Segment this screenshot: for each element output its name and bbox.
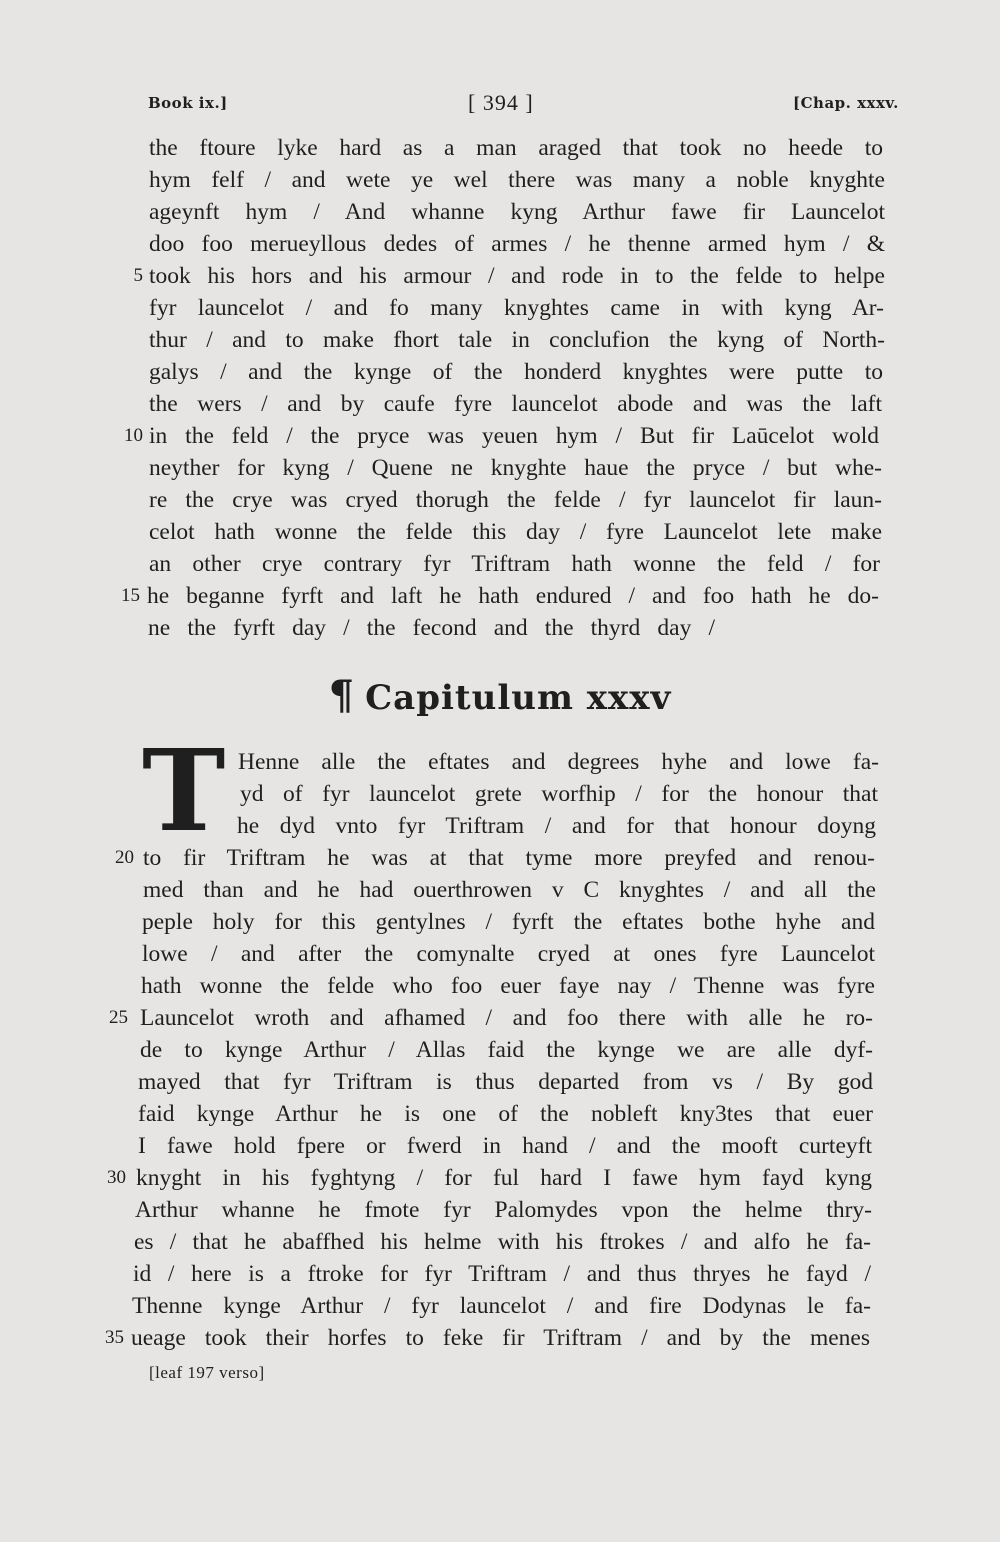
text-line: an other crye contrary fyr Triftram hath wonne the feld / for	[149, 551, 880, 577]
text-line: Henne alle the eftates and degrees hyhe and lowe fa-	[238, 749, 879, 775]
running-header	[0, 90, 1000, 120]
text-line: he beganne fyrft and laft he hath endured / and foo hath he do-	[147, 583, 879, 609]
text-line: ne the fyrft day / the fecond and the thyrd day /	[148, 615, 715, 641]
chapter-label: [Chap. xxxv.	[793, 94, 899, 112]
text-line: in the feld / the pryce was yeuen hym / But fir Laūcelot wold	[149, 423, 879, 449]
line-number: 10	[124, 425, 143, 446]
text-line: knyght in his fyghtyng / for ful hard I fawe hym fayd kyng	[136, 1165, 872, 1191]
text-line: mayed that fyr Triftram is thus departed from vs / By god	[138, 1069, 873, 1095]
line-number: 20	[115, 847, 134, 868]
text-line: es / that he abaffhed his helme with his ftrokes / and alfo he fa-	[134, 1229, 871, 1255]
chapter-title: Capitulum xxxv	[365, 678, 672, 718]
text-line: the ftoure lyke hard as a man araged that took no heede to	[149, 135, 883, 161]
text-line: doo foo merueyllous dedes of armes / he thenne armed hym / &	[149, 231, 885, 257]
text-line: re the crye was cryed thorugh the felde / fyr launcelot fir laun-	[149, 487, 882, 513]
text-line: de to kynge Arthur / Allas faid the kynge we are alle dyf-	[140, 1037, 873, 1063]
text-line: I fawe hold fpere or fwerd in hand / and the mooft curteyft	[138, 1133, 872, 1159]
text-line: Launcelot wroth and afhamed / and foo there with alle he ro-	[140, 1005, 873, 1031]
line-number: 35	[105, 1327, 124, 1348]
line-number: 30	[107, 1167, 126, 1188]
text-line: peple holy for this gentylnes / fyrft the eftates bothe hyhe and	[142, 909, 875, 935]
text-line: ueage took their horfes to feke fir Triftram / and by the menes	[131, 1325, 870, 1351]
text-line: Arthur whanne he fmote fyr Palomydes vpon the helme thry-	[135, 1197, 872, 1223]
text-line: hym felf / and wete ye wel there was many a noble knyghte	[149, 167, 885, 193]
leaf-note: [leaf 197 verso]	[149, 1363, 265, 1382]
line-number: 5	[133, 265, 143, 286]
text-line: fyr launcelot / and fo many knyghtes came in with kyng Ar-	[149, 295, 884, 321]
book-label: Book ix.]	[148, 94, 228, 112]
text-line: celot hath wonne the felde this day / fyre Launcelot lete make	[149, 519, 882, 545]
text-line: neyther for kyng / Quene ne knyghte haue the pryce / but whe-	[149, 455, 882, 481]
text-line: took his hors and his armour / and rode in to the felde to helpe	[149, 263, 885, 289]
chapter-heading	[0, 672, 1000, 719]
text-line: to fir Triftram he was at that tyme more preyfed and renou-	[143, 845, 875, 871]
text-line: hath wonne the felde who foo euer faye nay / Thenne was fyre	[141, 973, 875, 999]
text-line: the wers / and by caufe fyre launcelot abode and was the laft	[149, 391, 882, 417]
text-line: lowe / and after the comynalte cryed at ones fyre Launcelot	[142, 941, 875, 967]
text-line: thur / and to make fhort tale in conclufion the kyng of North-	[149, 327, 885, 353]
line-number: 15	[121, 585, 140, 606]
page-number: [ 394 ]	[468, 90, 534, 115]
text-line: ageynft hym / And whanne kyng Arthur fawe fir Launcelot	[149, 199, 885, 225]
line-number: 25	[109, 1007, 128, 1028]
text-line: galys / and the kynge of the honderd knyghtes were putte to	[149, 359, 883, 385]
pilcrow-icon: ¶	[328, 672, 356, 719]
drop-cap: T	[142, 726, 226, 857]
text-line: he dyd vnto fyr Triftram / and for that honour doyng	[237, 813, 876, 839]
text-line: med than and he had ouerthrowen v C knyghtes / and all the	[143, 877, 876, 903]
text-line: faid kynge Arthur he is one of the nobleft kny3tes that euer	[138, 1101, 873, 1127]
text-line: yd of fyr launcelot grete worfhip / for the honour that	[240, 781, 878, 807]
text-line: Thenne kynge Arthur / fyr launcelot / and fire Dodynas le fa-	[132, 1293, 871, 1319]
text-line: id / here is a ftroke for fyr Triftram / and thus thryes he fayd /	[133, 1261, 871, 1287]
